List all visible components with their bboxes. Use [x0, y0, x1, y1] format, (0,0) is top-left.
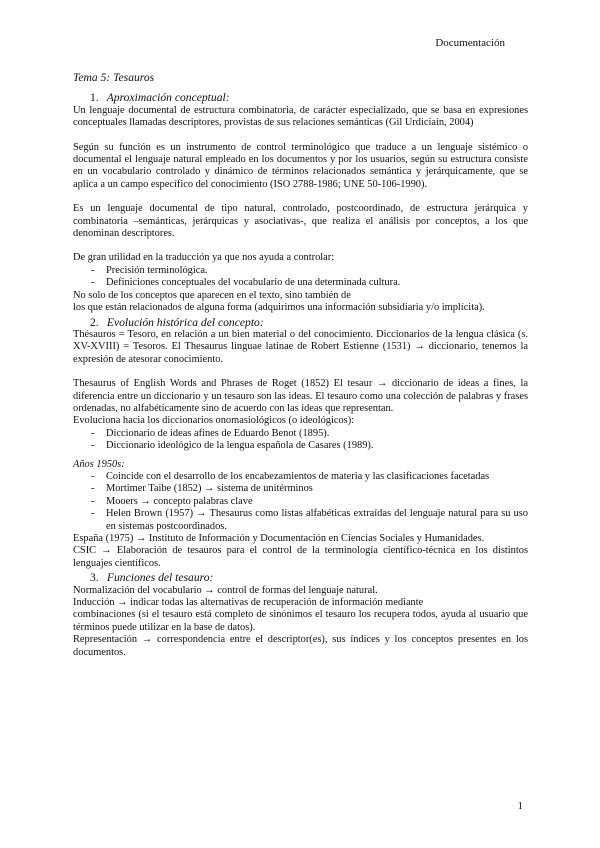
paragraph: No solo de los conceptos que aparecen en el texto, sino también de — [73, 289, 351, 301]
paragraph: Un lenguaje documental de estructura combinatoria, de carácter especializado, que se basa en expresiones conceptuales llamadas descriptores, provistas de sus relaciones semánticas (Gil Urdiciain, 2004) — [73, 104, 528, 129]
dash-list — [73, 428, 528, 453]
section-heading-1 — [73, 92, 528, 104]
paragraph: combinaciones (si el tesauro está completo de sinónimos el tesauro los recupera todos, ayuda al usuario que términos puede utilizar en la base de datos). — [73, 609, 528, 633]
dash-list — [73, 471, 528, 533]
paragraph: CSIC → Elaboración de tesauros para el control de la terminología científico-técnica en los distintos lenguajes científicos. — [73, 545, 528, 569]
paragraph: Según su función es un instrumento de control terminológico que traduce a un lenguaje sistémico o documental el lenguaje natural empleado en los documentos y por los usuarios, según su estructura consiste en un vocabulario controlado y dinámico de términos relacionados semántica y jerárquicamente, que se aplica a un campo específico del conocimiento (ISO 2788-1986; UNE 50-106-1990). — [73, 141, 528, 190]
list-item: - Mortimer Taibe (1852) → sistema de unitérminos — [73, 483, 528, 495]
section-number: 2. — [90, 315, 99, 329]
paragraph: los que están relacionados de alguna forma (adquirimos una información subsidiaria y/o implícita). — [73, 302, 485, 314]
paragraph: Representación → correspondencia entre el descriptor(es), sus índices y los conceptos presentes en los documentos. — [73, 634, 528, 658]
paragraph: España (1975) → Instituto de Información y Documentación en Ciencias Sociales y Humanidades. — [73, 533, 485, 544]
paragraph: Inducción → indicar todas las alternativas de recuperación de información mediante — [73, 597, 424, 609]
list-item: - Definiciones conceptuales del vocabulario de una determinada cultura. — [73, 277, 528, 289]
paragraph: Normalización del vocabulario → control de formas del lenguaje natural. — [73, 584, 378, 596]
dash-list — [73, 265, 528, 290]
page-number: 1 — [517, 800, 523, 812]
document-body — [73, 72, 528, 659]
list-item: - Diccionario de ideas afines de Eduardo Benot (1895). — [73, 428, 528, 440]
paragraph: De gran utilidad en la traducción ya que nos ayuda a controlar: — [73, 252, 335, 264]
page-header: Documentación — [435, 37, 505, 49]
section-number: 3. — [90, 571, 99, 585]
list-item: - Helen Brown (1957) → Thesaurus como listas alfabéticas extraídas del lenguaje natural para su uso en sistemas postcoordinados. — [73, 508, 528, 533]
document-title: Tema 5: Tesauros — [73, 71, 155, 84]
list-item: - Diccionario ideológico de la lengua española de Casares (1989). — [73, 440, 528, 452]
paragraph: Thésauros = Tesoro, en relación a un bien material o del conocimiento. Diccionarios de la lengua clásica (s. XV-XVIII) = Tesoros. El Thesaurus linguae latinae de Robert Estienne (1531) → diccionario, tenemos la expresión de atesorar conocimiento. — [73, 328, 528, 365]
list-item: - Mooers → concepto palabras clave — [73, 496, 528, 508]
list-item: - Precisión terminológica. — [73, 265, 528, 277]
paragraph: Thesaurus of English Words and Phrases de Roget (1852) El tesaur → diccionario de ideas a fines, la diferencia entre un diccionario y un tesauro son las ideas. El tesauro como una colección de palabras y frases ordenadas, no alfabéticamente sino de acuerdo con las ideas que representan. — [73, 378, 528, 414]
subheading-years: Años 1950s: — [73, 458, 125, 470]
list-item: - Coincide con el desarrollo de los encabezamientos de materia y las clasificaciones facetadas — [73, 471, 528, 483]
section-heading-3 — [73, 572, 528, 584]
section-title: Evolución histórica del concepto: — [106, 315, 264, 329]
section-heading-2 — [73, 317, 528, 329]
paragraph: Evoluciona hacia los diccionarios onomasiológicos (o ideológicos): — [73, 415, 355, 427]
section-title: Funciones del tesauro: — [106, 571, 214, 585]
section-title: Aproximación conceptual: — [106, 91, 230, 105]
section-number: 1. — [90, 91, 99, 105]
paragraph: Es un lenguaje documental de tipo natural, controlado, postcoordinado, de estructura jerárquica y combinatoria –semánticas, jerárquicas y asociativas-, que realiza el análisis por conceptos, a los que denominan descriptores. — [73, 203, 528, 240]
